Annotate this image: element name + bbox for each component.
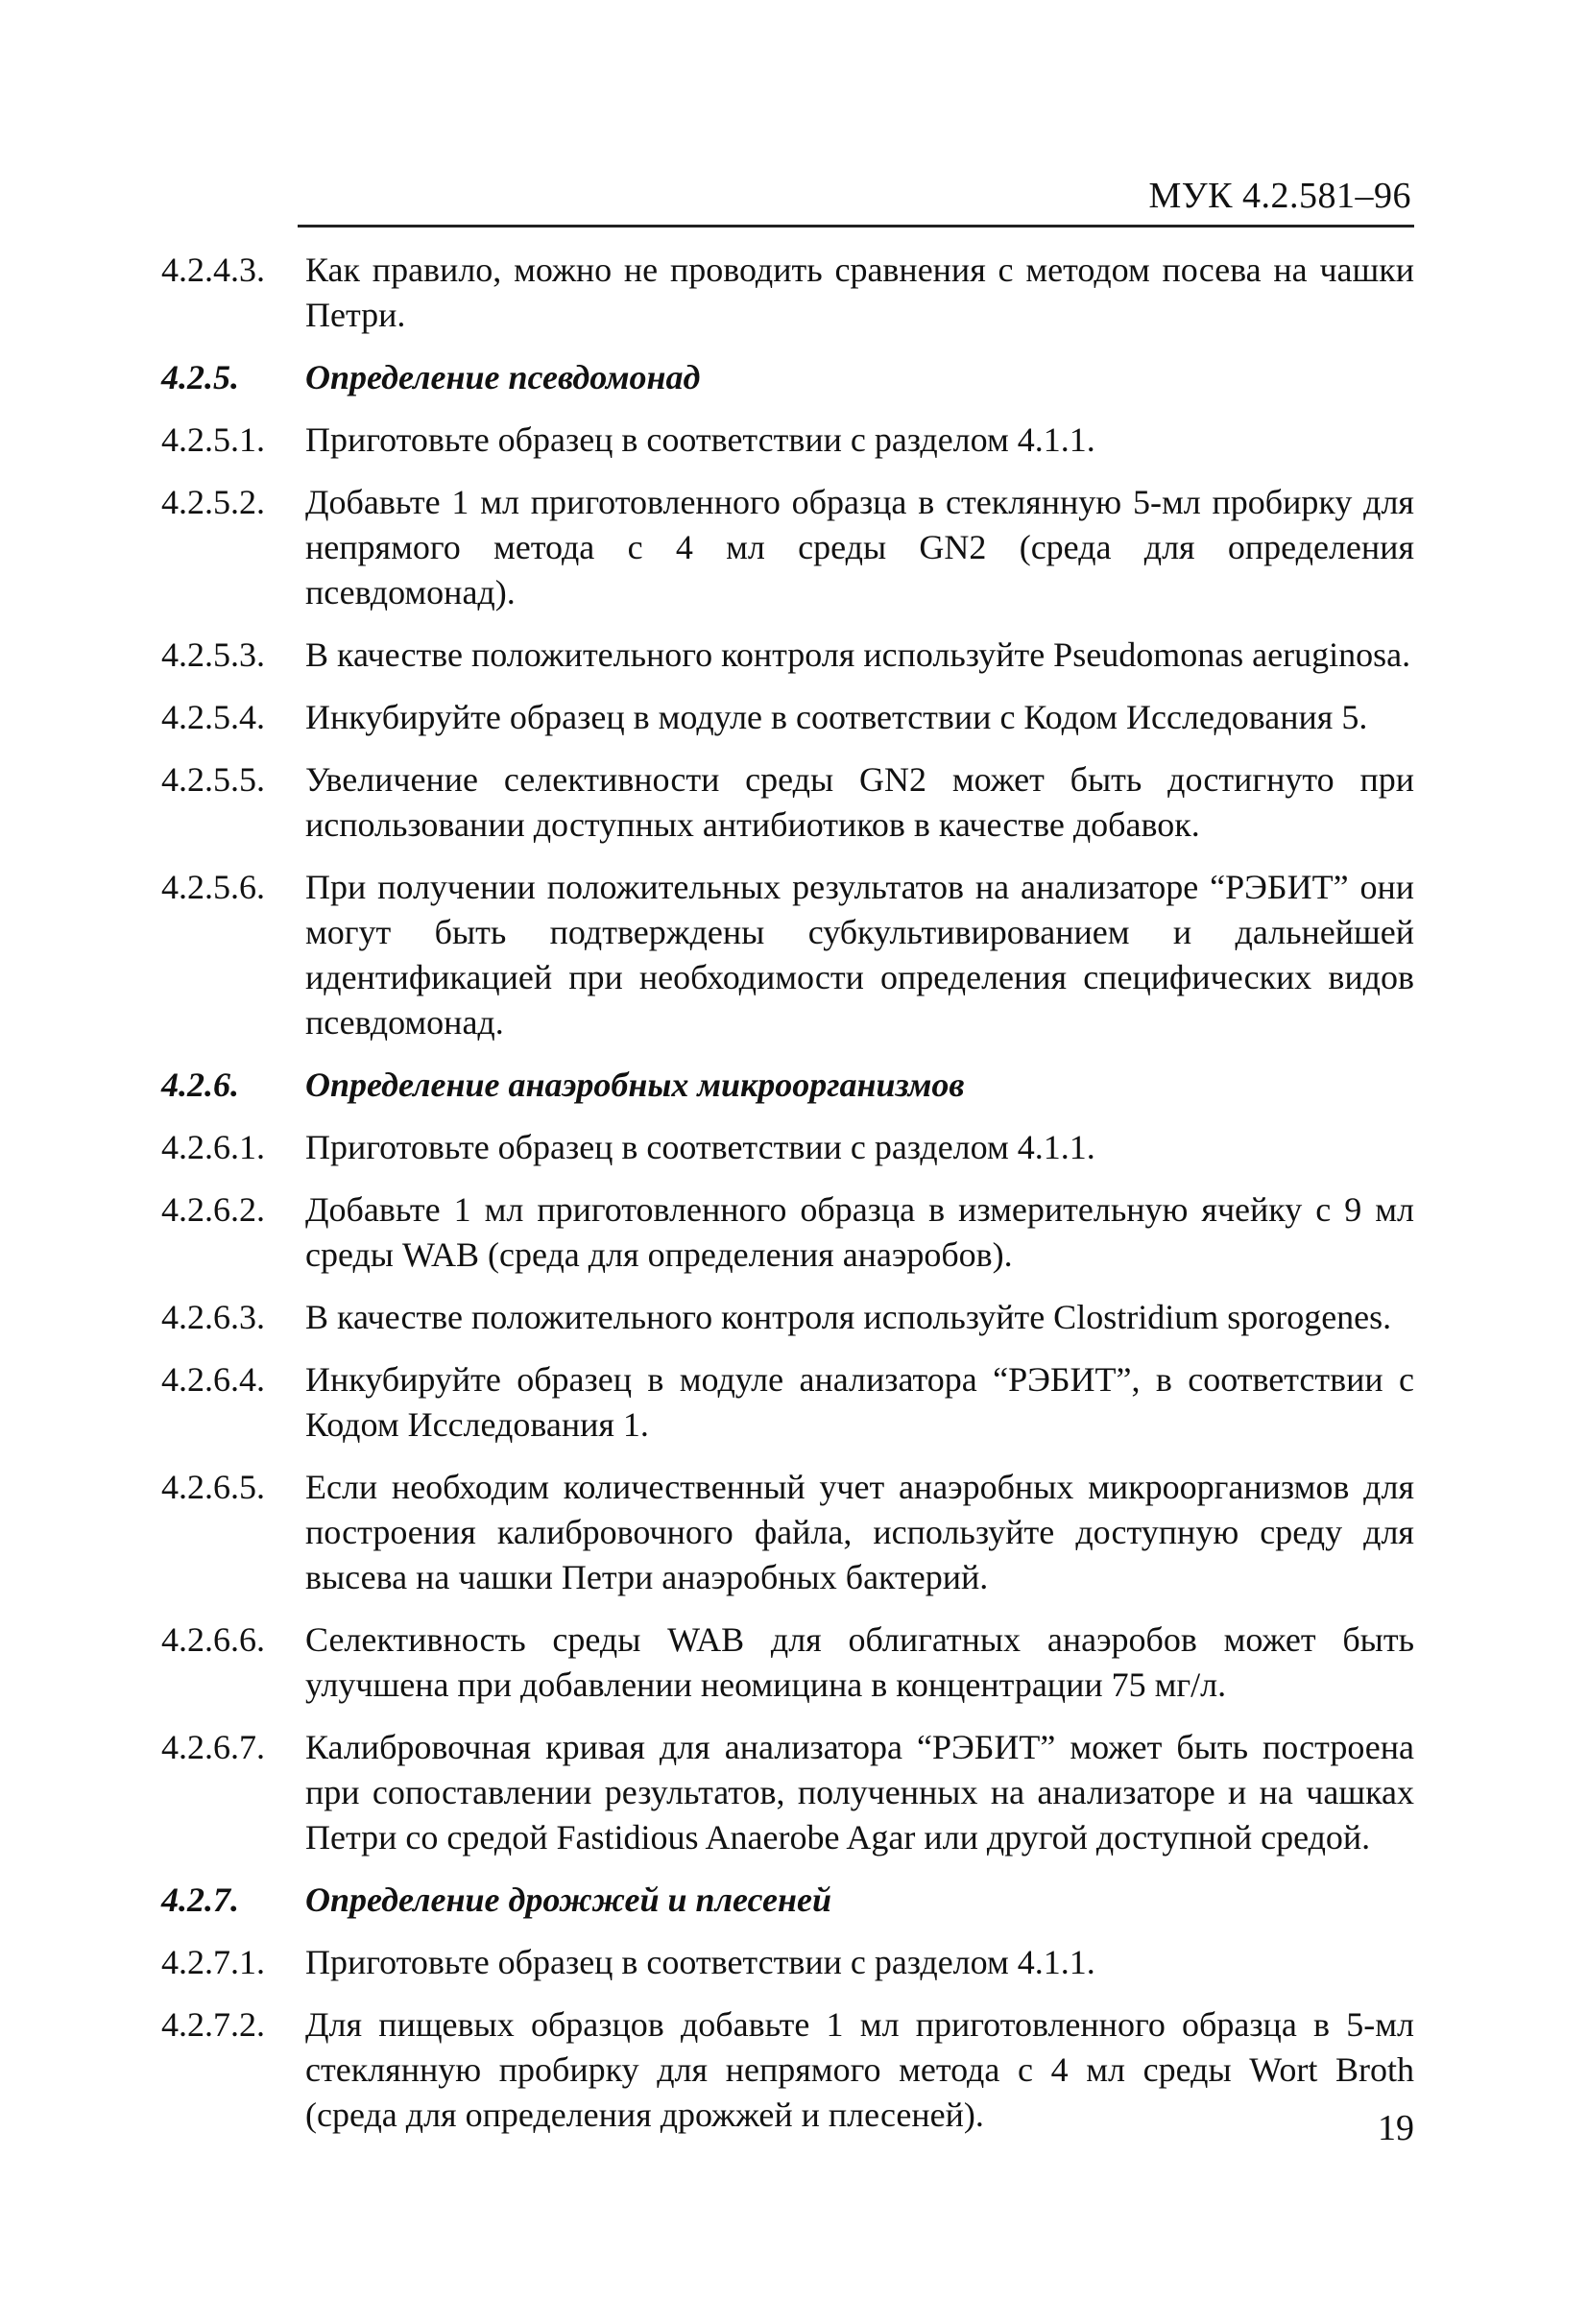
paragraph-text: Калибровочная кривая для анализатора “РЭБИТ” может быть построена при сопоставлении результатов, полученных на анализаторе и на чашках Петри со средой Fastidious Anaerobe Agar или другой доступной средой. xyxy=(305,1728,1414,1857)
paragraph-4-2-5-2 xyxy=(161,480,1414,615)
section-number: 4.2.7. xyxy=(161,1881,239,1919)
section-title: Определение псевдомонад xyxy=(305,358,701,396)
paragraph-number: 4.2.6.4. xyxy=(161,1360,265,1399)
paragraph-text: Если необходим количественный учет анаэробных микроорганизмов для построения калибровочного файла, используйте доступную среду для высева на чашки Петри анаэробных бактерий. xyxy=(305,1468,1414,1596)
section-number: 4.2.5. xyxy=(161,358,239,396)
paragraph-text: Приготовьте образец в соответствии с разделом 4.1.1. xyxy=(305,1943,1095,1981)
paragraph-4-2-4-3 xyxy=(161,248,1414,338)
section-title: Определение анаэробных микроорганизмов xyxy=(305,1066,965,1104)
paragraph-number: 4.2.5.4. xyxy=(161,698,265,736)
paragraph-4-2-7-1 xyxy=(161,1940,1414,1985)
paragraph-number: 4.2.5.3. xyxy=(161,635,265,674)
section-heading-4-2-6 xyxy=(161,1063,1414,1108)
paragraph-4-2-5-4 xyxy=(161,695,1414,740)
paragraph-number: 4.2.6.3. xyxy=(161,1298,265,1336)
paragraph-number: 4.2.5.2. xyxy=(161,483,265,521)
paragraph-number: 4.2.4.3. xyxy=(161,251,265,289)
paragraph-4-2-6-6 xyxy=(161,1617,1414,1708)
paragraph-4-2-6-5 xyxy=(161,1465,1414,1600)
paragraph-text: Добавьте 1 мл приготовленного образца в измерительную ячейку с 9 мл среды WAB (среда для определения анаэробов). xyxy=(305,1190,1414,1274)
section-heading-4-2-5 xyxy=(161,355,1414,400)
paragraph-text: Селективность среды WAB для облигатных анаэробов может быть улучшена при добавлении неомицина в концентрации 75 мг/л. xyxy=(305,1620,1414,1704)
paragraph-number: 4.2.5.6. xyxy=(161,868,265,906)
page-header xyxy=(298,173,1414,228)
paragraph-4-2-7-2 xyxy=(161,2002,1414,2138)
section-heading-4-2-7 xyxy=(161,1878,1414,1923)
page-number: 19 xyxy=(1378,2108,1414,2148)
paragraph-number: 4.2.5.1. xyxy=(161,420,265,459)
paragraph-number: 4.2.5.5. xyxy=(161,760,265,799)
paragraph-text: В качестве положительного контроля используйте Clostridium sporogenes. xyxy=(305,1298,1392,1336)
paragraph-number: 4.2.6.1. xyxy=(161,1128,265,1166)
paragraph-text: Как правило, можно не проводить сравнения с методом посева на чашки Петри. xyxy=(305,251,1414,334)
paragraph-4-2-5-1 xyxy=(161,418,1414,463)
paragraph-text: Увеличение селективности среды GN2 может быть достигнуто при использовании доступных антибиотиков в качестве добавок. xyxy=(305,760,1414,844)
paragraph-4-2-6-4 xyxy=(161,1357,1414,1448)
paragraph-text: В качестве положительного контроля используйте Pseudomonas aeruginosa. xyxy=(305,635,1411,674)
paragraph-text: Приготовьте образец в соответствии с разделом 4.1.1. xyxy=(305,420,1095,459)
paragraph-text: Приготовьте образец в соответствии с разделом 4.1.1. xyxy=(305,1128,1095,1166)
paragraph-4-2-6-7 xyxy=(161,1725,1414,1860)
paragraph-4-2-5-5 xyxy=(161,757,1414,848)
paragraph-4-2-6-1 xyxy=(161,1125,1414,1170)
section-number: 4.2.6. xyxy=(161,1066,239,1104)
paragraph-number: 4.2.7.1. xyxy=(161,1943,265,1981)
paragraph-text: При получении положительных результатов на анализаторе “РЭБИТ” они могут быть подтверждены субкультивированием и дальнейшей идентификацией при необходимости определения специфических видов псевдомонад. xyxy=(305,868,1414,1042)
paragraph-text: Добавьте 1 мл приготовленного образца в стеклянную 5-мл пробирку для непрямого метода с 4 мл среды GN2 (среда для определения псевдомонад). xyxy=(305,483,1414,611)
paragraph-4-2-5-3 xyxy=(161,633,1414,678)
paragraph-number: 4.2.6.2. xyxy=(161,1190,265,1229)
paragraph-number: 4.2.7.2. xyxy=(161,2005,265,2044)
paragraph-4-2-6-3 xyxy=(161,1295,1414,1340)
paragraph-number: 4.2.6.6. xyxy=(161,1620,265,1659)
document-code: МУК 4.2.581–96 xyxy=(1148,176,1411,216)
paragraph-text: Для пищевых образцов добавьте 1 мл приготовленного образца в 5-мл стеклянную пробирку для непрямого метода с 4 мл среды Wort Broth (среда для определения дрожжей и плесеней). xyxy=(305,2005,1414,2134)
paragraph-text: Инкубируйте образец в модуле в соответствии с Кодом Исследования 5. xyxy=(305,698,1368,736)
paragraph-4-2-5-6 xyxy=(161,865,1414,1045)
paragraph-4-2-6-2 xyxy=(161,1187,1414,1278)
paragraph-text: Инкубируйте образец в модуле анализатора “РЭБИТ”, в соответствии с Кодом Исследования 1. xyxy=(305,1360,1414,1444)
section-title: Определение дрожжей и плесеней xyxy=(305,1881,832,1919)
document-body xyxy=(161,248,1414,2155)
paragraph-number: 4.2.6.7. xyxy=(161,1728,265,1766)
paragraph-number: 4.2.6.5. xyxy=(161,1468,265,1506)
